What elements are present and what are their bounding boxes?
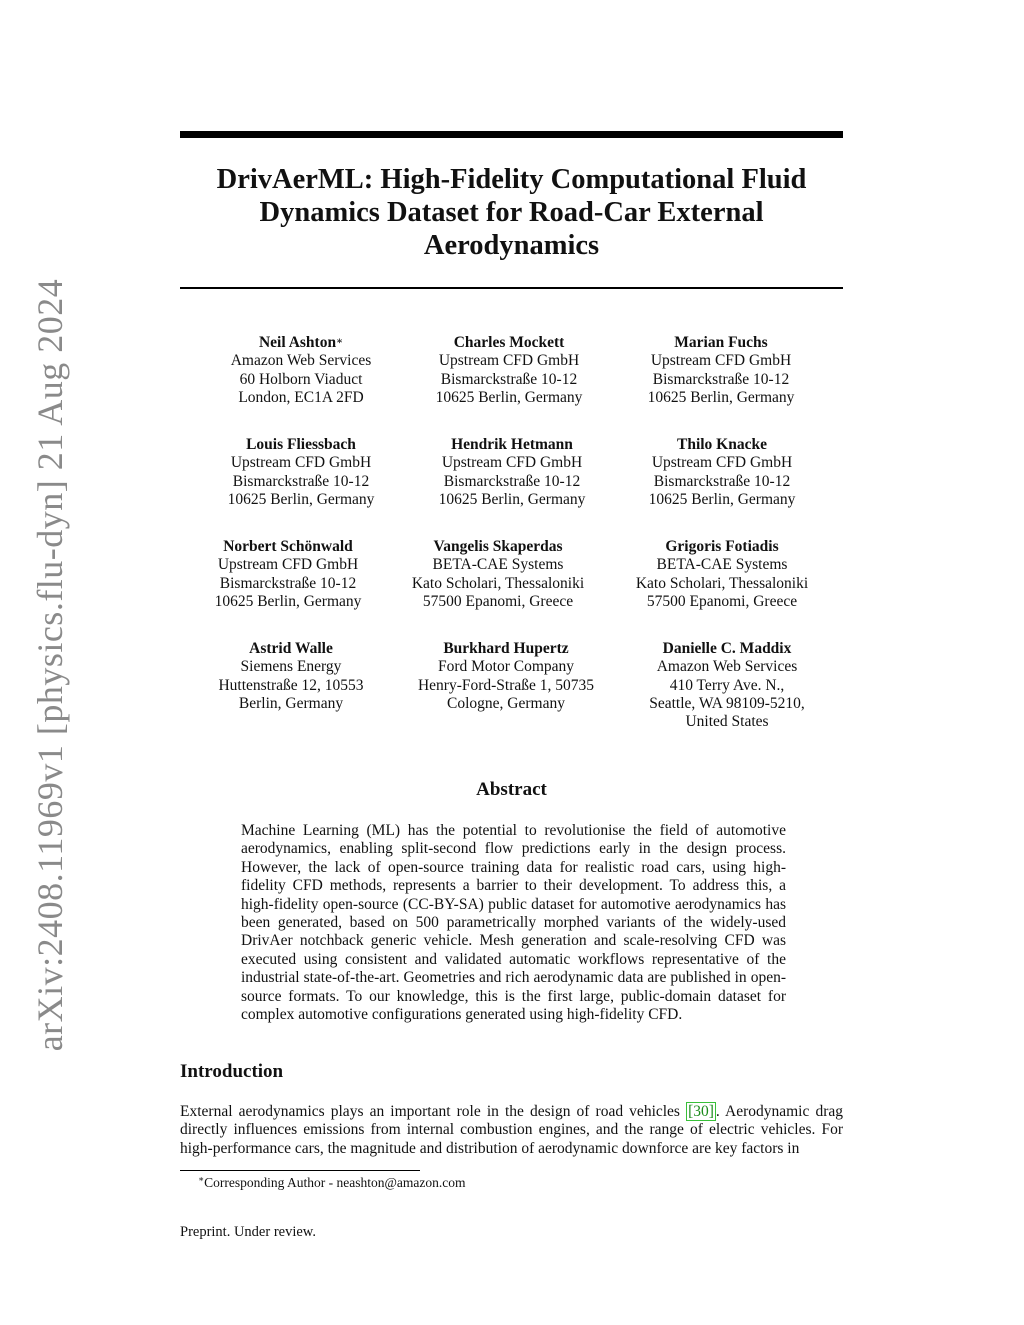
author-address: 410 Terry Ave. N., [669,676,785,694]
author-block [391,640,621,713]
footnote-mark: ∗ [198,1174,205,1184]
author-block [607,538,837,611]
author-block [397,436,627,509]
author-city: London, EC1A 2FD [238,388,364,406]
author-city: 10625 Berlin, Germany [648,490,796,508]
author-affiliation: Upstream CFD GmbH [650,352,792,370]
author-name: Burkhard Hupertz [443,640,569,657]
author-affiliation: Amazon Web Services [656,658,798,676]
author-block [606,334,836,407]
author-city: Seattle, WA 98109-5210, [649,694,805,712]
author-city: 10625 Berlin, Germany [647,388,795,406]
author-affiliation: Siemens Energy [240,658,342,676]
author-block [186,334,416,407]
author-affiliation: Upstream CFD GmbH [651,454,793,472]
author-affiliation: BETA-CAE Systems [432,556,564,574]
author-block [186,436,416,509]
title-rule-top [180,131,843,138]
author-name: Grigoris Fotiadis [665,538,779,555]
paper-title: DrivAerML: High-Fidelity Computational Fluid Dynamics Dataset for Road-Car External Aerodynamics [216,164,807,261]
author-block [612,640,842,731]
author-address: Huttenstraße 12, 10553 [218,676,364,694]
author-name: Astrid Walle [249,640,333,657]
introduction-text [180,1103,843,1158]
author-name: Vangelis Skaperdas [433,538,563,555]
author-city: 10625 Berlin, Germany [214,592,362,610]
author-affiliation: Upstream CFD GmbH [217,556,359,574]
footnote-mark: ∗ [336,336,343,347]
author-country: United States [685,713,769,731]
author-city: 10625 Berlin, Germany [438,490,586,508]
author-address: Bismarckstraße 10-12 [440,370,578,388]
preprint-notice: Preprint. Under review. [180,1224,316,1240]
author-name: Louis Fliessbach [246,436,356,453]
author-name: Hendrik Hetmann [451,436,573,453]
arxiv-identifier: arXiv:2408.11969v1 [physics.flu-dyn] 21 Aug 2024 [30,278,70,1052]
author-block [173,538,403,611]
author-address: Henry-Ford-Straße 1, 50735 [417,676,595,694]
author-address: Bismarckstraße 10-12 [219,574,357,592]
footnote-text: Corresponding Author - neashton@amazon.com [204,1175,466,1190]
author-name: Norbert Schönwald [223,538,353,555]
author-address: Kato Scholari, Thessaloniki [635,574,809,592]
author-name: Charles Mockett [453,334,565,351]
introduction-text-start: External aerodynamics plays an important role in the design of road vehicles [180,1103,687,1120]
author-city: 10625 Berlin, Germany [435,388,583,406]
author-city: Cologne, Germany [447,694,565,712]
author-address: Bismarckstraße 10-12 [653,472,791,490]
author-affiliation: Upstream CFD GmbH [438,352,580,370]
citation-link[interactable]: [30] [688,1103,714,1120]
footnote-rule [180,1170,420,1171]
author-affiliation: Upstream CFD GmbH [441,454,583,472]
author-name: Danielle C. Maddix [662,640,792,657]
author-address: Kato Scholari, Thessaloniki [411,574,585,592]
author-name: Thilo Knacke [676,436,767,453]
author-block [394,334,624,407]
author-name: Marian Fuchs [674,334,768,351]
author-block [383,538,613,611]
author-block [176,640,406,713]
footnote [198,1175,466,1191]
author-name: Neil Ashton∗ [258,334,343,351]
author-city: 57500 Epanomi, Greece [646,592,798,610]
abstract-heading: Abstract [476,779,547,800]
author-affiliation: Upstream CFD GmbH [230,454,372,472]
title-rule-bottom [180,287,843,289]
author-city: 10625 Berlin, Germany [227,490,375,508]
author-affiliation: BETA-CAE Systems [656,556,788,574]
author-address: 60 Holborn Viaduct [239,370,363,388]
author-address: Bismarckstraße 10-12 [232,472,370,490]
author-city: Berlin, Germany [238,694,344,712]
author-affiliation: Ford Motor Company [437,658,575,676]
author-address: Bismarckstraße 10-12 [443,472,581,490]
author-city: 57500 Epanomi, Greece [422,592,574,610]
author-block [607,436,837,509]
author-affiliation: Amazon Web Services [230,352,372,370]
abstract-text: Machine Learning (ML) has the potential to revolutionise the field of automotive aerodynamics, enabling split-second flow predictions early in the design process. However, the lack of open-source training data for realistic road cars, using high-fidelity CFD methods, represents a barrier to their development. To address this, a high-fidelity open-source (CC-BY-SA) public dataset for automotive aerodynamics has been generated, based on 500 parametrically morphed variants of the widely-used DrivAer notchback generic vehicle. Mesh generation and scale-resolving CFD was executed using consistent and validated automatic workflows representative of the industrial state-of-the-art. Geometries and rich aerodynamic data are published in open-source formats. To our knowledge, this is the first large, public-domain dataset for complex automotive configurations generated using high-fidelity CFD. [241,822,786,1024]
introduction-heading: Introduction [180,1061,284,1082]
author-address: Bismarckstraße 10-12 [652,370,790,388]
introduction-text-end: . Aerodynamic drag directly influences emissions from internal combustion engines, and the range of electric vehicles. For high-performance cars, the magnitude and distribution of aerodynamic downforce are key factors in [180,1103,843,1157]
